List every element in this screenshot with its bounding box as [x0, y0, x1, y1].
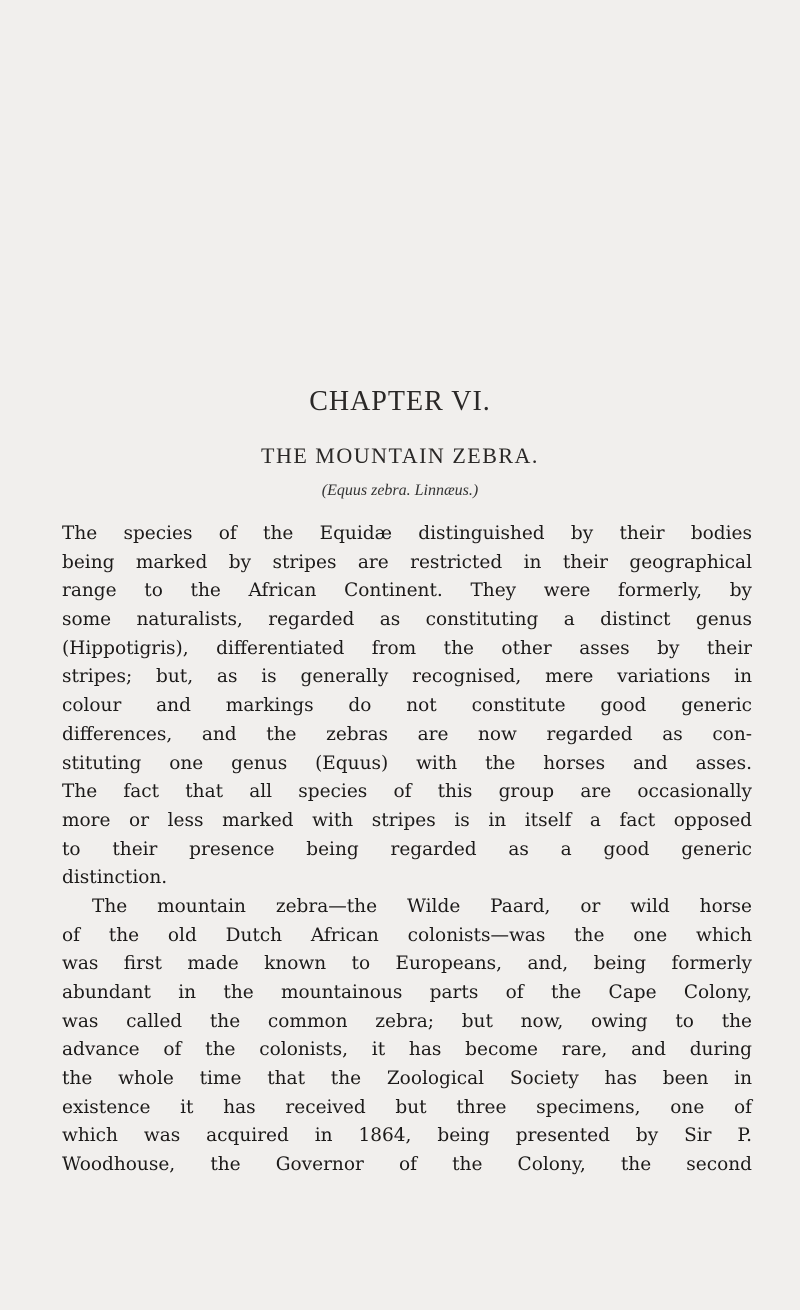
paragraph-1	[62, 520, 752, 893]
text-line: was called the common zebra; but now, owing to the	[62, 1010, 752, 1032]
text-line: Woodhouse, the Governor of the Colony, the second	[62, 1154, 752, 1176]
text-line: existence it has received but three specimens, one of	[62, 1096, 752, 1118]
text-line: advance of the colonists, it has become rare, and during	[62, 1039, 752, 1061]
species-attribution: (Equus zebra. Linnæus.)	[321, 482, 479, 499]
text-line: of the old Dutch African colonists—was the one which	[62, 924, 752, 946]
text-line: more or less marked with stripes is in itself a fact opposed	[62, 809, 752, 831]
text-line: stituting one genus (Equus) with the horses and asses.	[62, 752, 752, 774]
text-line: to their presence being regarded as a good generic	[62, 838, 752, 860]
text-line: The mountain zebra—the Wilde Paard, or wild horse	[92, 895, 752, 917]
text-line: distinction.	[62, 867, 168, 889]
text-line: range to the African Continent. They were formerly, by	[62, 580, 752, 602]
text-line: stripes; but, as is generally recognised, mere variations in	[62, 666, 752, 688]
text-line: (Hippotigris), differentiated from the other asses by their	[62, 637, 752, 659]
text-line: colour and markings do not constitute good generic	[62, 695, 752, 717]
paragraph-2	[62, 893, 752, 1180]
text-line: was first made known to Europeans, and, being formerly	[62, 953, 752, 975]
chapter-heading: CHAPTER VI.	[309, 386, 491, 417]
text-line: the whole time that the Zoological Society has been in	[62, 1068, 752, 1090]
section-title: THE MOUNTAIN ZEBRA.	[261, 443, 539, 468]
body-text	[62, 520, 752, 1180]
text-line: which was acquired in 1864, being presented by Sir P.	[62, 1125, 752, 1147]
text-line: being marked by stripes are restricted in their geographical	[62, 551, 752, 573]
text-line: abundant in the mountainous parts of the Cape Colony,	[62, 982, 752, 1003]
text-line: differences, and the zebras are now regarded as con-	[62, 723, 752, 745]
text-line: The fact that all species of this group are occasionally	[62, 781, 752, 803]
text-line: some naturalists, regarded as constituting a distinct genus	[62, 609, 752, 631]
text-line: The species of the Equidæ distinguished by their bodies	[62, 523, 752, 544]
